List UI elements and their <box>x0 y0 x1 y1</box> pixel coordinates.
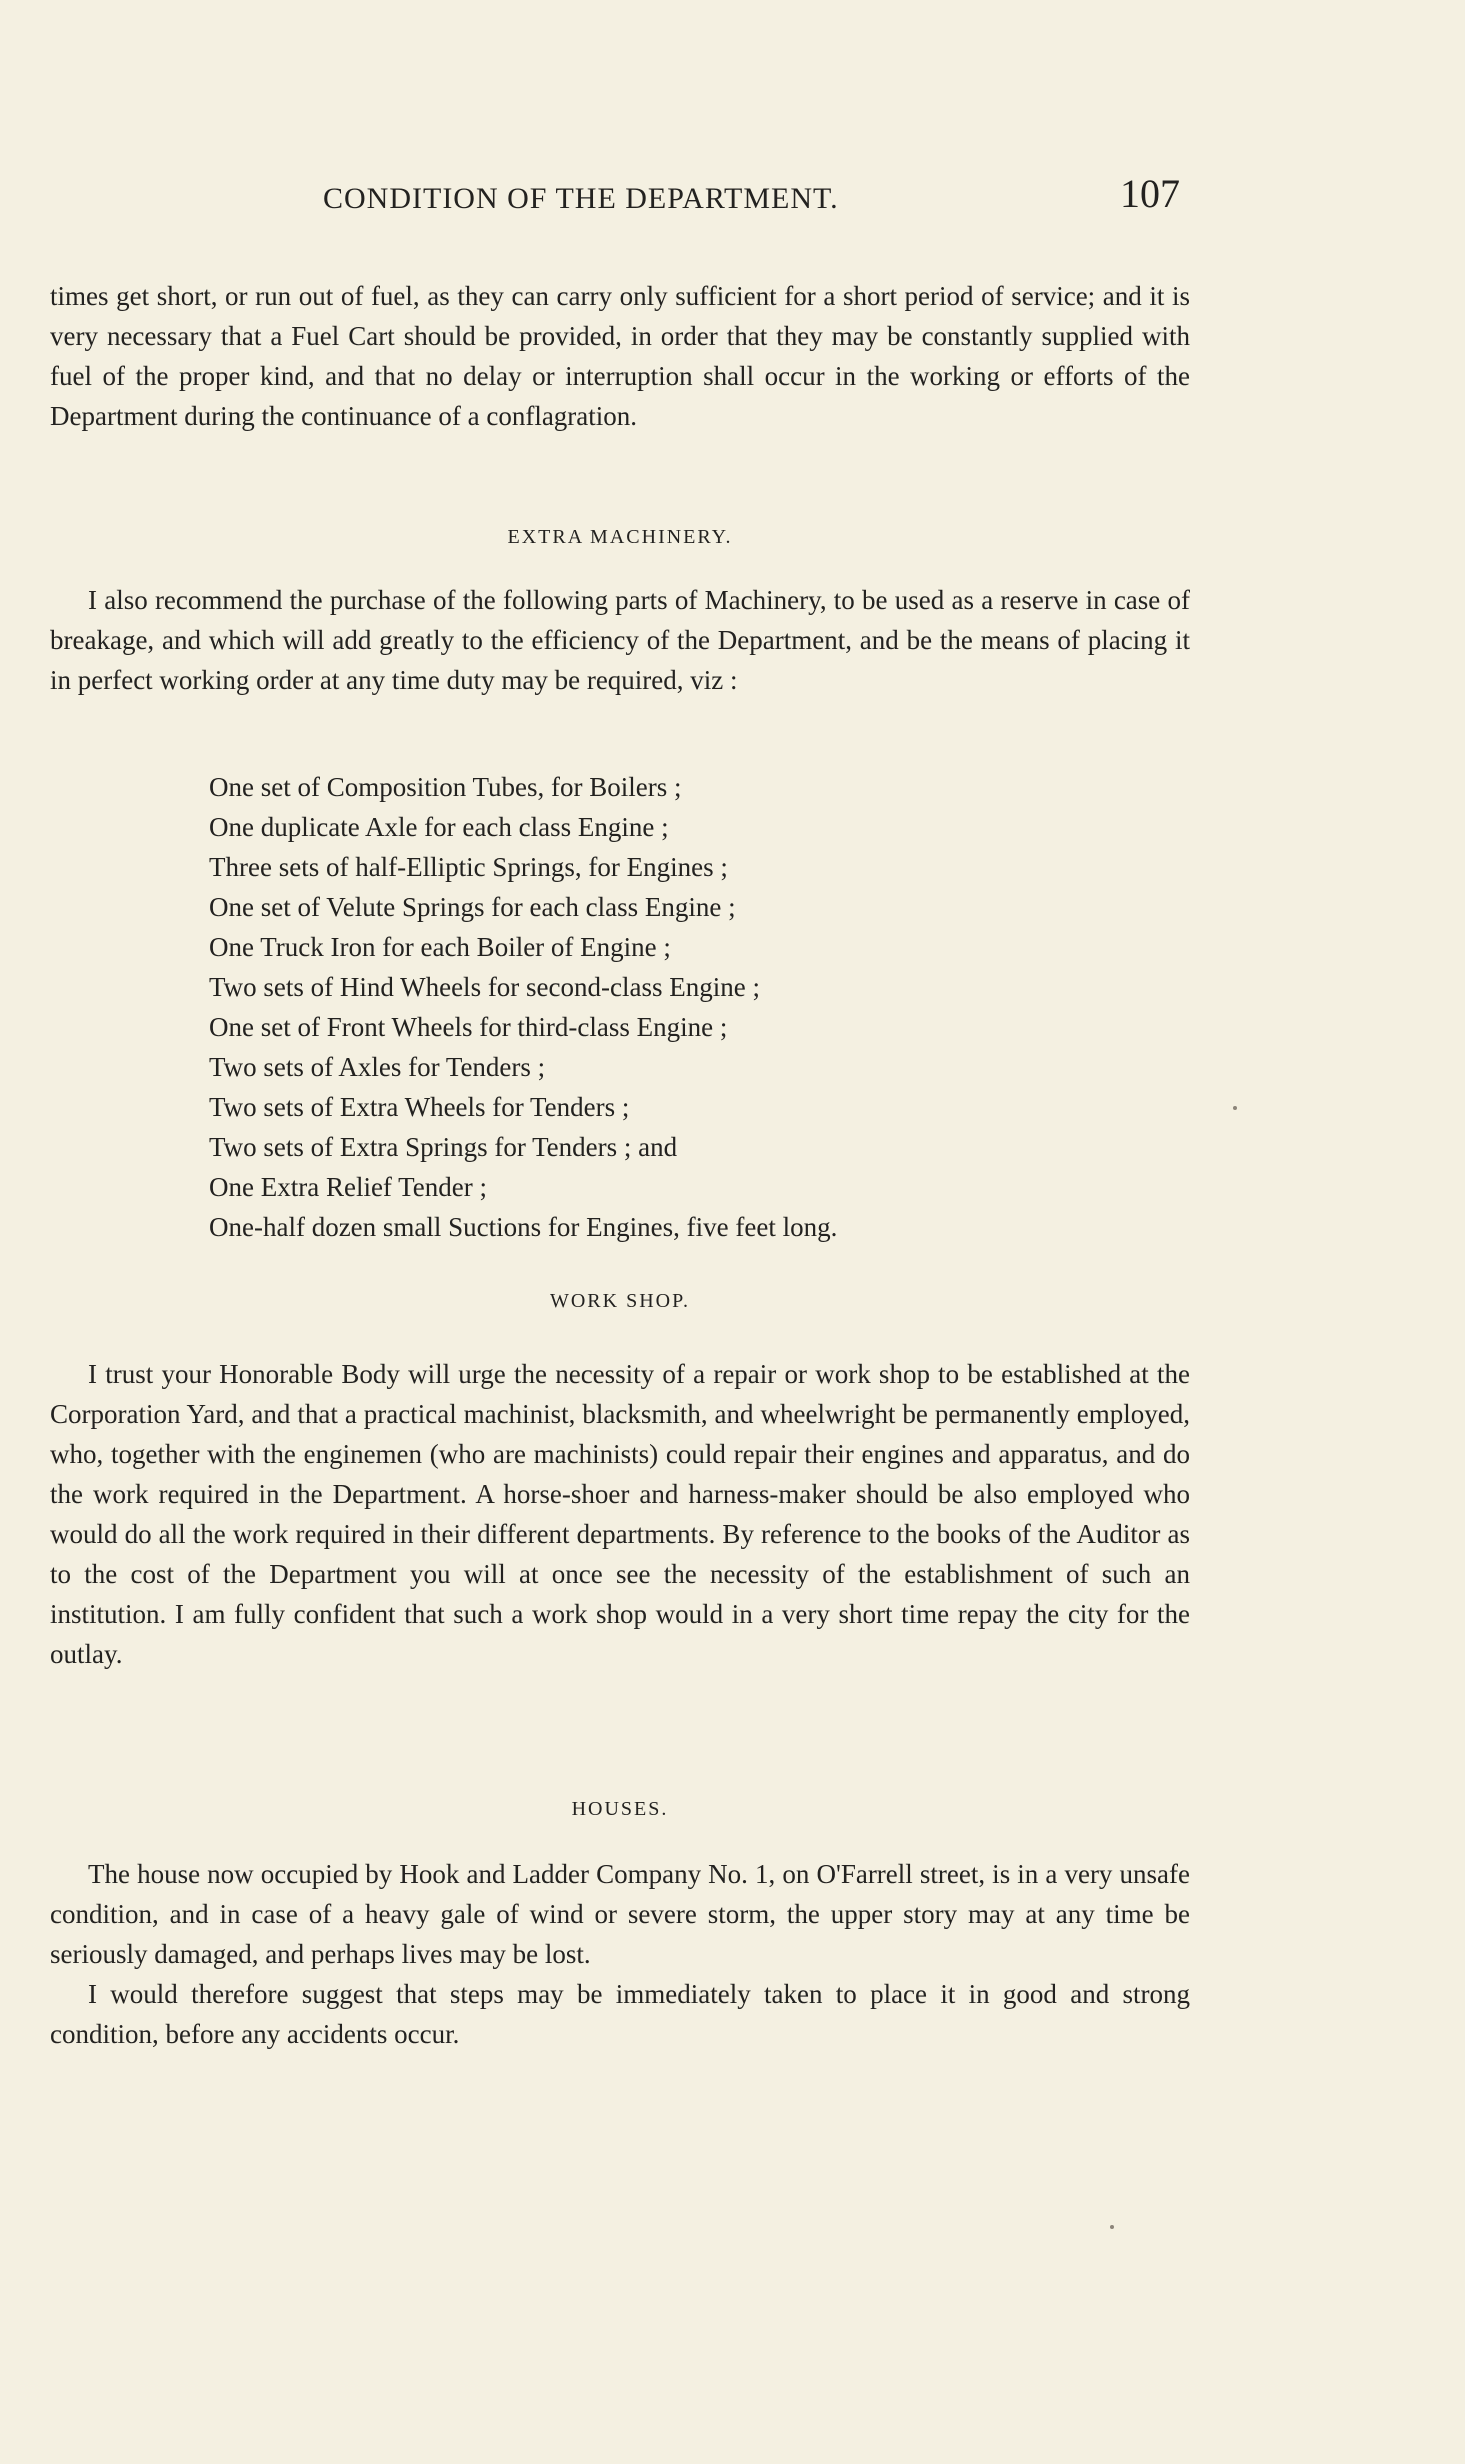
list-item: Two sets of Hind Wheels for second-class Engine ; <box>209 972 760 1002</box>
houses-paragraph-2: I would therefore suggest that steps may be immediately taken to place it in good and strong condition, before any accidents occur. <box>50 1979 1190 2049</box>
list-item: Two sets of Extra Wheels for Tenders ; <box>209 1092 630 1122</box>
paper-speck <box>1233 1106 1237 1110</box>
list-item: One Truck Iron for each Boiler of Engine ; <box>209 932 671 962</box>
list-item: Two sets of Axles for Tenders ; <box>209 1052 546 1082</box>
extra-machinery-heading: EXTRA MACHINERY. <box>507 526 733 548</box>
machinery-list <box>209 767 837 1247</box>
list-item: One set of Composition Tubes, for Boilers ; <box>209 772 682 802</box>
intro-paragraph: times get short, or run out of fuel, as they can carry only sufficient for a short period of service; and it is very necessary that a Fuel Cart should be provided, in order that they may be constantly supplied with fuel of the proper kind, and that no delay or interruption shall occur in the working or efforts of the Department during the continuance of a conflagration. <box>50 281 1190 431</box>
work-shop-heading: WORK SHOP. <box>549 1290 691 1312</box>
houses-paragraph-1: The house now occupied by Hook and Ladder Company No. 1, on O'Farrell street, is in a very unsafe condition, and in case of a heavy gale of wind or severe storm, the upper story may at any time be seriously damaged, and perhaps lives may be lost. <box>50 1859 1190 1969</box>
extra-machinery-section <box>50 580 1190 700</box>
page-number: 107 <box>1120 171 1180 216</box>
list-item: One-half dozen small Suctions for Engines, five feet long. <box>209 1212 838 1242</box>
extra-machinery-paragraph: I also recommend the purchase of the following parts of Machinery, to be used as a reserve in case of breakage, and which will add greatly to the efficiency of the Department, and be the means of placing it in perfect working order at any time duty may be required, viz : <box>50 585 1190 695</box>
intro-section <box>50 276 1190 436</box>
list-item: Three sets of half-Elliptic Springs, for Engines ; <box>209 852 728 882</box>
list-item: One duplicate Axle for each class Engine ; <box>209 812 669 842</box>
houses-section <box>50 1854 1190 2054</box>
work-shop-section <box>50 1354 1190 1674</box>
work-shop-paragraph: I trust your Honorable Body will urge the necessity of a repair or work shop to be established at the Corporation Yard, and that a practical machinist, blacksmith, and wheelwright be permanently employed, who, together with the enginemen (who are machinists) could repair their engines and apparatus, and do the work required in the Department. A horse-shoer and harness-maker should be also employed who would do all the work required in their different departments. By reference to the books of the Auditor as to the cost of the Department you will at once see the necessity of the establishment of such an institution. I am fully confident that such a work shop would in a very short time repay the city for the outlay. <box>50 1359 1190 1669</box>
houses-heading: HOUSES. <box>571 1798 669 1820</box>
list-item: One set of Velute Springs for each class Engine ; <box>209 892 736 922</box>
paper-speck <box>1110 2225 1114 2229</box>
list-item: Two sets of Extra Springs for Tenders ; and <box>209 1132 678 1162</box>
running-head: CONDITION OF THE DEPARTMENT. <box>323 182 839 215</box>
list-item: One Extra Relief Tender ; <box>209 1172 488 1202</box>
list-item: One set of Front Wheels for third-class Engine ; <box>209 1012 728 1042</box>
